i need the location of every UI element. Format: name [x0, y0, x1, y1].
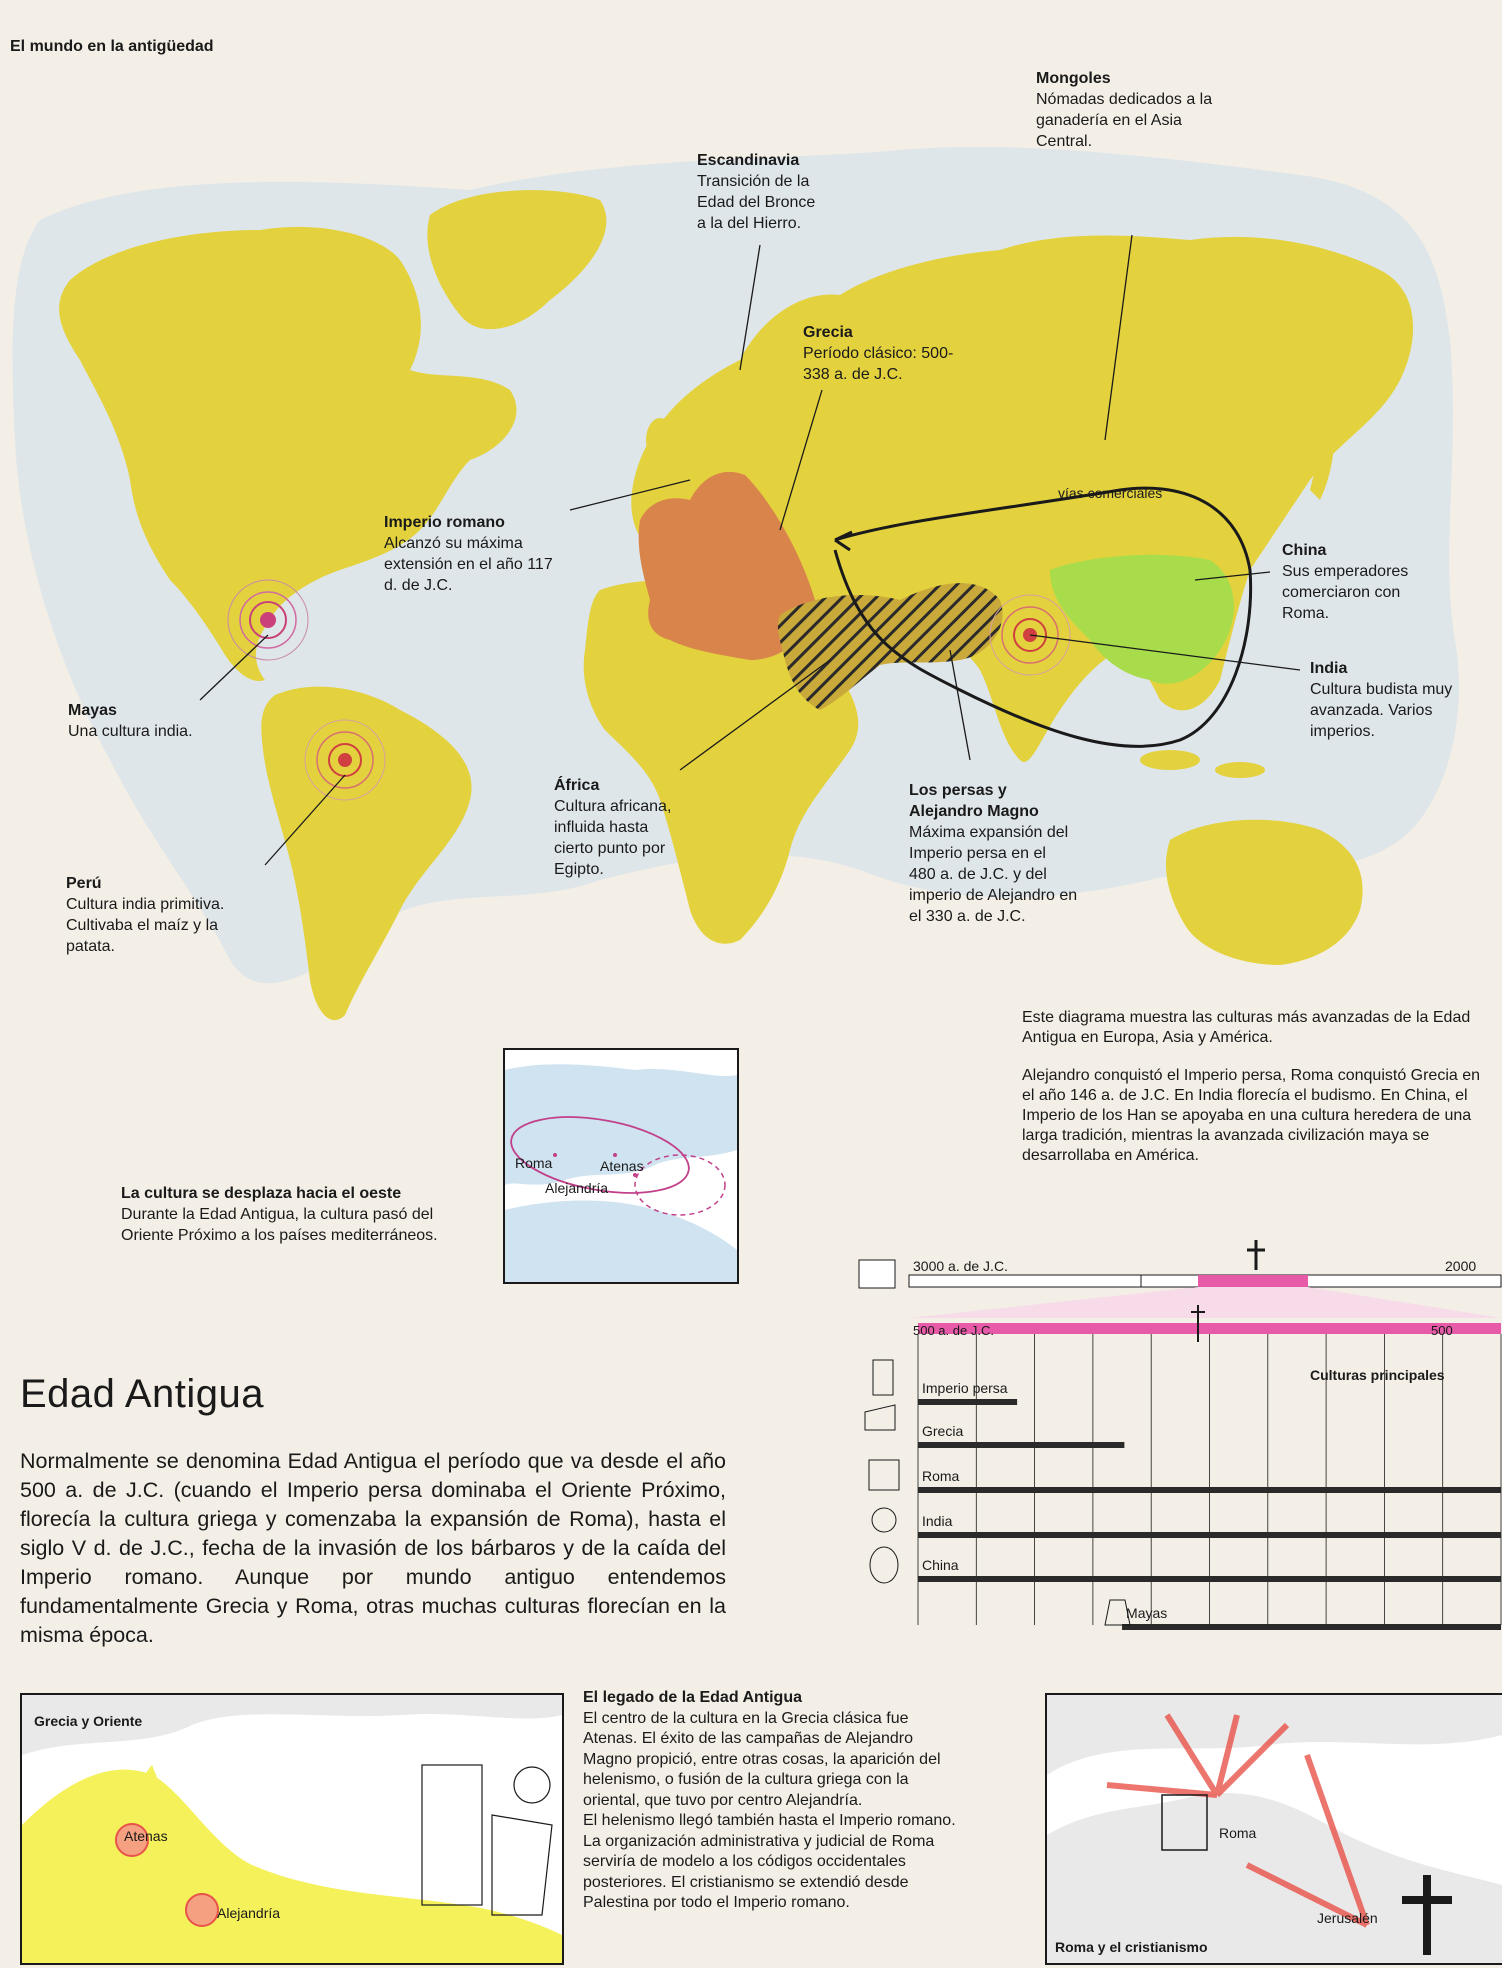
- section-heading: Edad Antigua: [20, 1372, 264, 1416]
- inset-city-label: Atenas: [600, 1158, 644, 1174]
- legacy-section: [583, 1688, 963, 1914]
- panel-right-city: Roma: [1219, 1825, 1257, 1841]
- label-imperio-romano: Imperio romano Alcanzó su máxima extensión en el año 117 d. de J.C.: [384, 514, 553, 594]
- timeline-row-label: Grecia: [922, 1423, 964, 1439]
- timeline-header: Culturas principales: [1310, 1367, 1445, 1383]
- intro-paragraph: Normalmente se denomina Edad Antigua el período que va desde el año 500 a. de J.C. (cuando el Imperio persa dominaba el Oriente Próximo, florecía la cultura griega y comenzaba la expansión de Roma), hasta el siglo V d. de J.C., fecha de la invasión de los bárbaros y de la caída del Imperio romano. Aunque por mundo antiguo entendemos fundamentalmente Grecia y Roma, otras muchas culturas florecían en la misma época.: [20, 1449, 726, 1647]
- scholar-illustration: [422, 1765, 552, 1915]
- map-caption: [1022, 1008, 1492, 1184]
- timeline-bar: [1122, 1624, 1501, 1630]
- inset-map-europe: [503, 1048, 739, 1284]
- label-china: China Sus emperadores comerciaron con Roma.: [1282, 542, 1409, 622]
- land-australia: [1166, 820, 1363, 965]
- label-peru: Perú Cultura india primitiva. Cultivaba el maíz y la patata.: [66, 875, 225, 955]
- timeline-row-label: India: [922, 1513, 953, 1529]
- timeline-top-end: 2000: [1445, 1258, 1477, 1274]
- timeline-bar: [918, 1576, 1501, 1582]
- timeline-bottom-end: 500: [1431, 1323, 1453, 1338]
- timeline-bar: [918, 1487, 1501, 1493]
- persian-icon: [873, 1360, 893, 1395]
- inset-city-label: Alejandría: [545, 1180, 609, 1196]
- caption-paragraph: Este diagrama muestra las culturas más avanzadas de la Edad Antigua en Europa, Asia y América.: [1022, 1009, 1471, 1046]
- buddha-icon: [872, 1508, 896, 1532]
- panel-right-city: Jerusalén: [1317, 1910, 1378, 1926]
- timeline-chart: [855, 1220, 1502, 1645]
- label-vias-comerciales: vías comerciales: [1058, 485, 1163, 501]
- timeline-row-label: China: [922, 1557, 959, 1573]
- timeline-row-label: Mayas: [1126, 1605, 1168, 1621]
- marker-peru: [305, 720, 385, 800]
- timeline-bottom-start: 500 a. de J.C.: [913, 1323, 994, 1338]
- timeline-row-label: Roma: [922, 1468, 960, 1484]
- timeline-bar: [918, 1532, 1501, 1538]
- inset-caption: La cultura se desplaza hacia el oeste Durante la Edad Antigua, la cultura pasó del Oriente Próximo a los países mediterráneos.: [121, 1185, 438, 1244]
- label-grecia: Grecia Período clásico: 500- 338 a. de J.C.: [803, 324, 954, 383]
- panel-left-city: Alejandría: [217, 1905, 281, 1921]
- roman-arch-icon: [869, 1460, 899, 1490]
- panel-grecia-oriente: [20, 1693, 564, 1965]
- mask-icon: [870, 1547, 898, 1583]
- caption-paragraph: Alejandro conquistó el Imperio persa, Roma conquistó Grecia en el año 146 a. de J.C. En India florecía el budismo. En China, el Imperio de los Han se apoyaba en una cultura heredera de una larga tradición, mientras la avanzada civilización maya se desarrollaba en América.: [1022, 1067, 1481, 1164]
- timeline-bar: [918, 1442, 1124, 1448]
- label-persas: Los persas y Alejandro Magno Máxima expansión del Imperio persa en el 480 a. de J.C. y del imperio de Alejandro en el 330 a. de J.C.: [909, 782, 1078, 925]
- inset-city-label: Roma: [515, 1155, 553, 1171]
- timeline-top-highlight: [1198, 1275, 1308, 1287]
- greek-temple-icon: [865, 1405, 895, 1430]
- panel-left-city: Atenas: [124, 1828, 168, 1844]
- timeline-bar: [918, 1399, 1017, 1405]
- timeline-top-start: 3000 a. de J.C.: [913, 1258, 1008, 1274]
- panel-roma-cristianismo: [1045, 1693, 1502, 1965]
- timeline-row-label: Imperio persa: [922, 1380, 1008, 1396]
- label-africa: África Cultura africana, influida hasta cierto punto por Egipto.: [554, 777, 672, 878]
- legacy-text: El centro de la cultura en la Grecia clásica fue Atenas. El éxito de las campañas de Alejandro Magno propició, entre otras cosas, la aparición del helenismo, o fusión de la cultura griega con la oriental, que tuvo por centro Alejandría. El helenismo llegó también hasta el Imperio romano. La organización administrativa y judicial de Roma serviría de modelo a los códigos occidentales posteriores. El cristianismo se extendió desde Palestina por todo el Imperio romano.: [583, 1709, 956, 1911]
- timeline-zoom: [909, 1287, 1501, 1318]
- legacy-title: El legado de la Edad Antigua: [583, 1689, 802, 1706]
- panel-right-title: Roma y el cristianismo: [1055, 1939, 1208, 1955]
- label-escandinavia: Escandinavia Transición de la Edad del Bronce a la del Hierro.: [697, 152, 816, 232]
- panel-left-title: Grecia y Oriente: [34, 1713, 143, 1729]
- label-mayas: Mayas Una cultura india.: [68, 702, 193, 740]
- label-india: India Cultura budista muy avanzada. Varios imperios.: [1310, 660, 1453, 740]
- timeline-scale-bar: [918, 1323, 1501, 1334]
- marker-mayas: [228, 580, 308, 660]
- label-mongoles: Mongoles Nómadas dedicados a la ganadería en el Asia Central.: [1036, 70, 1213, 150]
- page-title: El mundo en la antigüedad: [10, 38, 214, 55]
